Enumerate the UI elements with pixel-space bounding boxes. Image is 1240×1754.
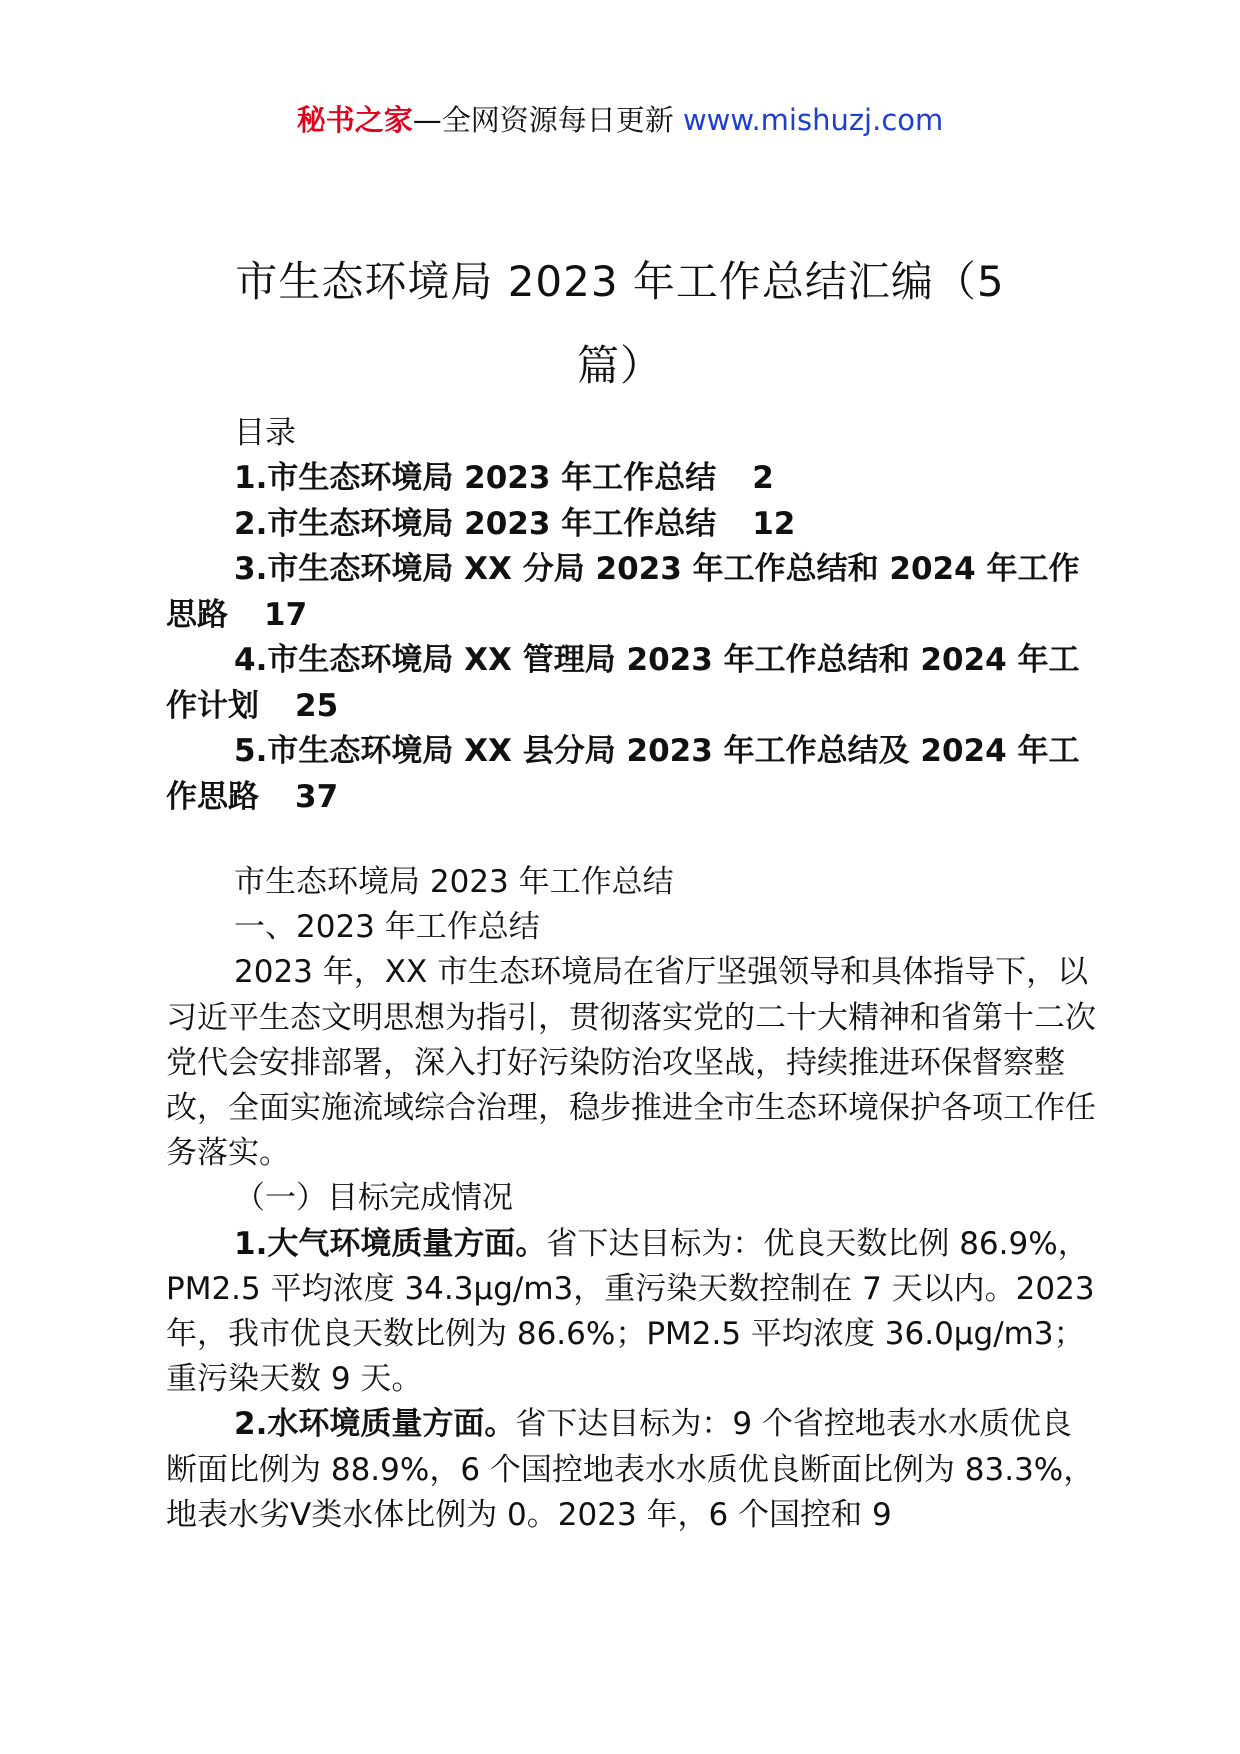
toc-item-text: 2.市生态环境局 2023 年工作总结 [234, 505, 717, 542]
title-line-2: 篇） [576, 341, 663, 390]
brand-name: 秘书之家 [296, 103, 413, 137]
toc-item-text: 5.市生态环境局 XX 县分局 2023 年工作总结及 2024 年工作思路 [166, 733, 1080, 815]
toc-item-1[interactable] [166, 456, 1086, 502]
toc-item-text: 4.市生态环境局 XX 管理局 2023 年工作总结和 2024 年工作计划 [166, 642, 1080, 724]
document-body [166, 860, 1096, 1538]
toc-heading: 目录 [234, 415, 296, 451]
toc-item-page: 2 [752, 460, 774, 496]
water-quality-lead: 2.水环境质量方面。 [234, 1406, 516, 1443]
toc-item-text: 1.市生态环境局 2023 年工作总结 [234, 460, 717, 496]
toc-item-page: 37 [295, 778, 339, 815]
paragraph-water-quality [166, 1402, 1096, 1538]
toc-item-page: 12 [752, 505, 796, 542]
header-tagline: —全网资源每日更新 [412, 103, 674, 137]
toc-item-page: 25 [295, 687, 339, 724]
title-line-1: 市生态环境局 2023 年工作总结汇编（5 [235, 257, 1005, 306]
air-quality-lead: 1.大气环境质量方面。 [234, 1225, 547, 1262]
paragraph-air-quality [166, 1222, 1096, 1403]
table-of-contents [166, 410, 1086, 820]
toc-item-5[interactable] [166, 729, 1086, 820]
toc-item-2[interactable] [166, 502, 1086, 548]
water-quality-text: 省下达目标为：9 个省控地表水水质优良断面比例为 88.9%，6 个国控地表水水质优良断面比例为 83.3%，地表水劣Ⅴ类水体比例为 0。2023 年，6 个国控和 9 [166, 1406, 1095, 1533]
subheading-targets: （一）目标完成情况 [234, 1180, 513, 1217]
part-heading: 一、2023 年工作总结 [234, 909, 540, 946]
toc-item-4[interactable] [166, 638, 1086, 729]
toc-item-3[interactable] [166, 547, 1086, 638]
toc-item-text: 3.市生态环境局 XX 分局 2023 年工作总结和 2024 年工作思路 [166, 551, 1080, 633]
site-header [0, 100, 1240, 140]
toc-item-page: 17 [264, 596, 308, 633]
section-title: 市生态环境局 2023 年工作总结 [234, 864, 674, 900]
intro-paragraph: 2023 年，XX 市生态环境局在省厅坚强领导和具体指导下，以习近平生态文明思想为指引，贯彻落实党的二十大精神和省第十二次党代会安排部署，深入打好污染防治攻坚战，持续推进环保督察整改，全面实施流域综合治理，稳步推进全市生态环境保护各项工作任务落实。 [166, 954, 1096, 1172]
air-quality-text: 省下达目标为：优良天数比例 86.9%，PM2.5 平均浓度 34.3μg/m3，重污染天数控制在 7 天以内。2023 年，我市优良天数比例为 86.6%；PM2.5 平均浓度 36.0μg/m3；重污染天数 9 天。 [166, 1225, 1095, 1398]
site-url-link[interactable]: www.mishuzj.com [682, 103, 944, 137]
document-title [166, 240, 1074, 408]
